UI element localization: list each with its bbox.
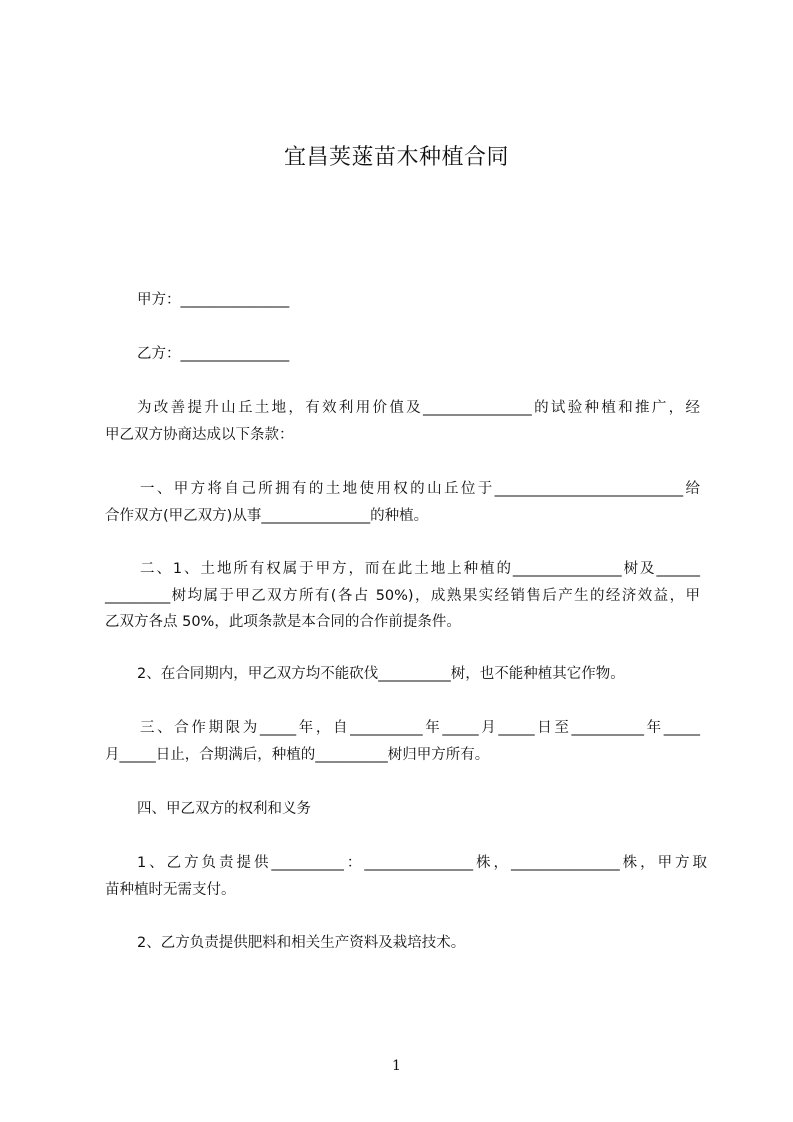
clause-1-line-2: 合作双方(甲乙双方)从事_______________的种植。	[105, 508, 429, 524]
document-title: 宜昌荚蒾苗木种植合同	[283, 145, 509, 170]
clause-2-item-2: 2、在合同期内，甲乙双方均不能砍伐__________树，也不能种植其它作物。	[137, 666, 625, 682]
party-b-line: 乙方：_______________	[137, 346, 290, 362]
clause-4-item-1-line-2: 苗种植时无需支付。	[105, 882, 236, 898]
clause-4-item-1-line-1: 1、乙方负责提供__________：_______________株，_______________株，甲方取	[137, 855, 707, 871]
page-number: 1	[392, 1058, 401, 1074]
clause-2-line-3: 乙双方各点 50%，此项条款是本合同的合作前提条件。	[105, 614, 461, 630]
clause-2-line-1: 二、1、土地所有权属于甲方，而在此土地上种植的_______________树及______	[140, 561, 700, 577]
party-a-line: 甲方：_______________	[137, 292, 290, 308]
clause-2-line-2: _________树均属于甲乙双方所有(各占 50%)，成熟果实经销售后产生的经济效益，甲	[105, 588, 700, 604]
clause-3-line-1: 三、合作期限为_____年，自__________年_____月_____日至__________年_____	[140, 720, 700, 736]
intro-line-1: 为改善提升山丘土地，有效利用价值及_______________的试验种植和推广，经	[137, 400, 700, 416]
clause-1-line-1: 一、甲方将自己所拥有的土地使用权的山丘位于__________________________给	[140, 481, 700, 497]
clause-4-item-2: 2、乙方负责提供肥料和相关生产资料及栽培技术。	[137, 935, 466, 951]
clause-3-line-2: 月_____日止，合期满后，种植的__________树归甲方所有。	[105, 747, 490, 763]
intro-line-2: 甲乙双方协商达成以下条款：	[105, 427, 294, 443]
clause-4-heading: 四、甲乙双方的权利和义务	[137, 801, 311, 817]
